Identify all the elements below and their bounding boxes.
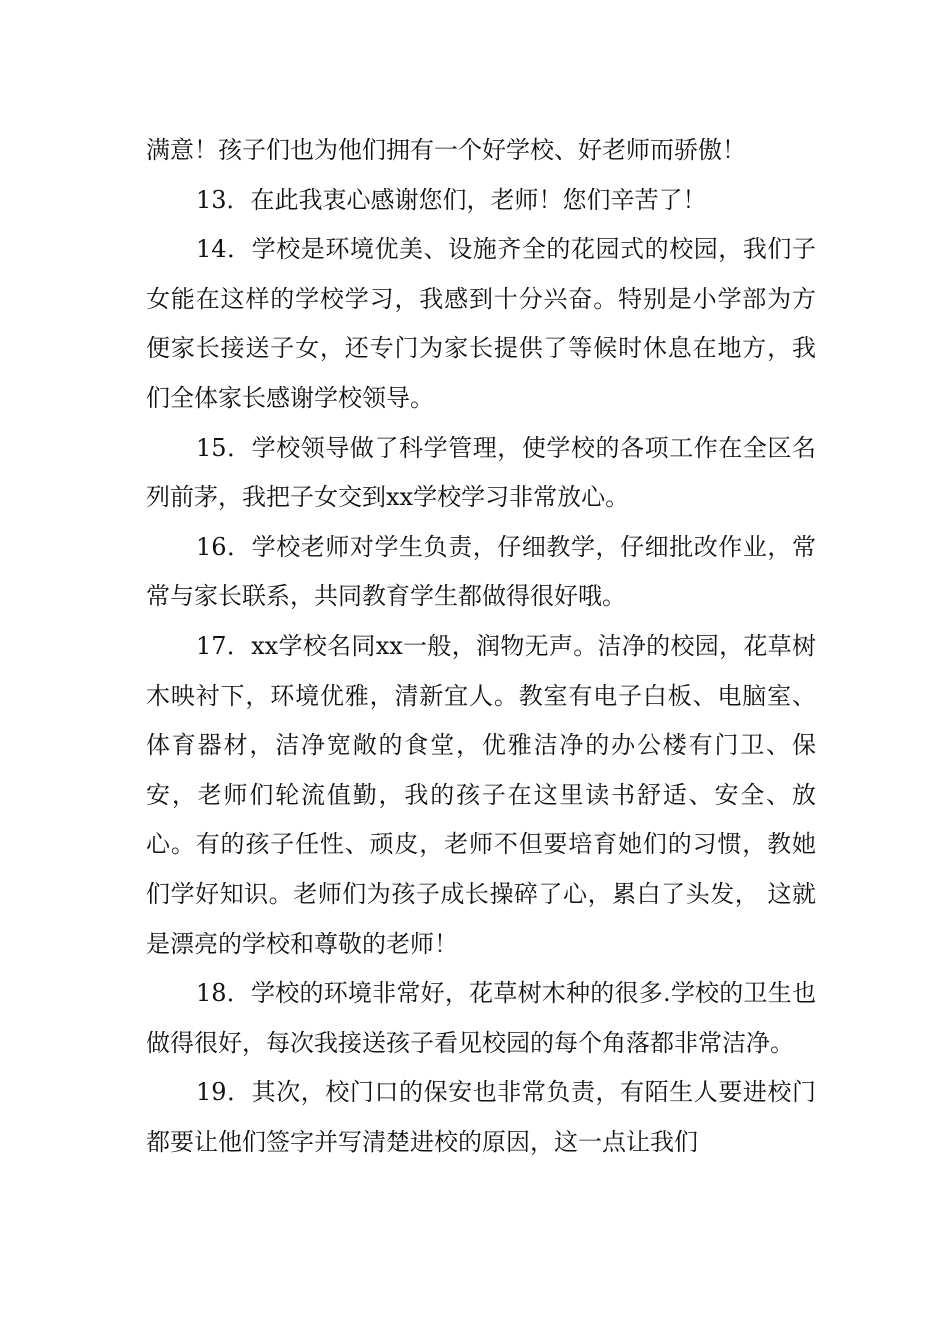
paragraph-item-14: 14．学校是环境优美、设施齐全的花园式的校园，我们子女能在这样的学校学习，我感到十分兴奋。特别是小学部为方便家长接送子女，还专门为家长提供了等候时休息在地方，我们全体家长感谢学校领导。 [146, 235, 816, 412]
paragraph-item-17: 17．xx学校名同xx一般，润物无声。洁净的校园，花草树木映衬下，环境优雅，清新宜人。教室有电子白板、电脑室、体育器材，洁净宽敞的食堂，优雅洁净的办公楼有门卫、保安，老师们轮流值勤，我的孩子在这里读书舒适、安全、放心。有的孩子任性、顽皮，老师不但要培育她们的习惯，教她们学好知识。老师们为孩子成长操碎了心，累白了头发， 这就是漂亮的学校和尊敬的老师！ [146, 631, 816, 958]
paragraph-item-19: 19．其次，校门口的保安也非常负责，有陌生人要进校门都要让他们签字并写清楚进校的原因，这一点让我们 [146, 1078, 816, 1156]
paragraph-item-16: 16．学校老师对学生负责，仔细教学，仔细批改作业，常常与家长联系，共同教育学生都做得很好哦。 [146, 532, 816, 611]
paragraph-item-15: 15．学校领导做了科学管理，使学校的各项工作在全区名列前茅，我把子女交到xx学校学习非常放心。 [146, 433, 816, 512]
document-body [146, 126, 816, 1167]
paragraph-item-18: 18．学校的环境非常好，花草树木种的很多.学校的卫生也做得很好，每次我接送孩子看见校园的每个角落都非常洁净。 [146, 979, 816, 1057]
paragraph-item-13: 13．在此我衷心感谢您们，老师！您们辛苦了！ [196, 185, 707, 214]
paragraph-continued: 满意！孩子们也为他们拥有一个好学校、好老师而骄傲！ [146, 136, 746, 164]
